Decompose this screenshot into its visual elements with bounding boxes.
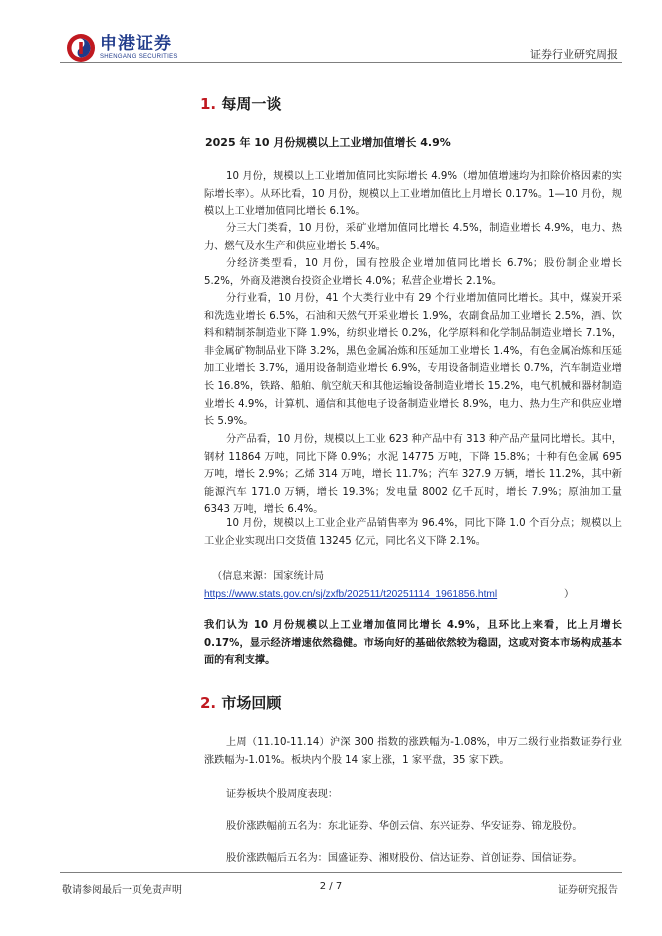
conclusion-paragraph: 我们认为 10 月份规模以上工业增加值同比增长 4.9%，且环比上来看，比上月增长 0.17%，显示经济增速依然稳健。市场向好的基础依然较为稳固，这或对资本市场构成基本面的有利支撑。 (204, 620, 622, 667)
paragraph: 分三大门类看，10 月份，采矿业增加值同比增长 4.5%，制造业增长 4.9%，电力、热力、燃气及水生产和供应业增长 5.4%。 (204, 223, 622, 252)
subheading: 2025 年 10 月份规模以上工业增加值增长 4.9% (205, 136, 451, 149)
footer-divider (60, 872, 622, 873)
paragraph: 10 月份，规模以上工业企业产品销售率为 96.4%，同比下降 1.0 个百分点；规模以上工业企业实现出口交货值 13245 亿元，同比名义下降 2.1%。 (204, 518, 622, 547)
company-logo (66, 33, 178, 63)
header-divider (60, 62, 622, 63)
footer-disclaimer: 敬请参阅最后一页免责声明 (62, 885, 182, 896)
page-header (0, 0, 662, 72)
source-link[interactable]: https://www.stats.gov.cn/sj/zxfb/202511/t20251114_1961856.html (204, 588, 498, 600)
paragraph: 分经济类型看，10 月份，国有控股企业增加值同比增长 6.7%；股份制企业增长 5.2%，外商及港澳台投资企业增长 4.0%；私营企业增长 2.1%。 (204, 258, 622, 287)
section-2-title: 市场回顾 (221, 694, 282, 712)
logo-chinese-name: 申港证券 (100, 34, 172, 54)
paragraph: 股价涨跌幅后五名为：国盛证券、湘财股份、信达证券、首创证券、国信证券。 (226, 853, 583, 864)
shengang-logo-icon (66, 33, 96, 63)
source-suffix: ） (564, 588, 575, 600)
section-1-heading (200, 93, 281, 114)
section-1-title: 每周一谈 (221, 95, 282, 113)
section-2-heading (200, 692, 281, 713)
report-type: 证券行业研究周报 (530, 48, 618, 61)
section-1-number: 1. (200, 95, 217, 113)
source-citation (204, 568, 622, 603)
paragraph: 上周（11.10-11.14）沪深 300 指数的涨跌幅为-1.08%，申万二级行业指数证券行业涨跌幅为-1.01%。板块内个股 14 家上涨，1 家平盘，35 家下跌。 (204, 737, 622, 766)
paragraph: 分产品看，10 月份，规模以上工业 623 种产品中有 313 种产品产量同比增长。其中，钢材 11864 万吨，同比下降 0.9%；水泥 14775 万吨，下降 15.8%；十种有色金属 695 万吨，增长 2.9%；乙烯 314 万吨，增长 11.7%；汽车 327.9 万辆，增长 11.2%，其中新能源汽车 171.0 万辆，增长 19.3%；发电量 8002 亿千瓦时，增长 7.9%；原油加工量 6343 万吨，增长 6.4%。 (204, 434, 622, 516)
footer-report-label: 证券研究报告 (558, 885, 618, 896)
paragraph: 分行业看，10 月份，41 个大类行业中有 29 个行业增加值同比增长。其中，煤炭开采和洗选业增长 6.5%，石油和天然气开采业增长 1.9%，农副食品加工业增长 2.5%，酒、饮料和精制茶制造业下降 1.9%，纺织业增长 0.2%，化学原料和化学制品制造业增长 7.1%，非金属矿物制品业下降 3.2%，黑色金属冶炼和压延加工业增长 1.4%，有色金属冶炼和压延加工业增长 3.7%，通用设备制造业增长 6.9%，专用设备制造业增长 0.7%，汽车制造业增长 16.8%，铁路、船舶、航空航天和其他运输设备制造业增长 15.2%，电气机械和器材制造业增长 4.9%，计算机、通信和其他电子设备制造业增长 8.9%，电力、热力生产和供应业增长 5.9%。 (204, 293, 622, 428)
source-prefix: （信息来源：国家统计局 (212, 571, 325, 582)
section-2-number: 2. (200, 694, 217, 712)
paragraph: 证券板块个股周度表现： (226, 789, 339, 800)
paragraph: 10 月份，规模以上工业增加值同比实际增长 4.9%（增加值增速均为扣除价格因素的实际增长率）。从环比看，10 月份，规模以上工业增加值比上月增长 0.17%。1—10 月份，规模以上工业增加值同比增长 6.1%。 (204, 171, 622, 218)
paragraph: 股价涨跌幅前五名为：东北证券、华创云信、东兴证券、华安证券、锦龙股份。 (226, 821, 583, 832)
logo-english-name: SHENGANG SECURITIES (100, 54, 178, 60)
page-number: 2 / 7 (319, 881, 343, 892)
